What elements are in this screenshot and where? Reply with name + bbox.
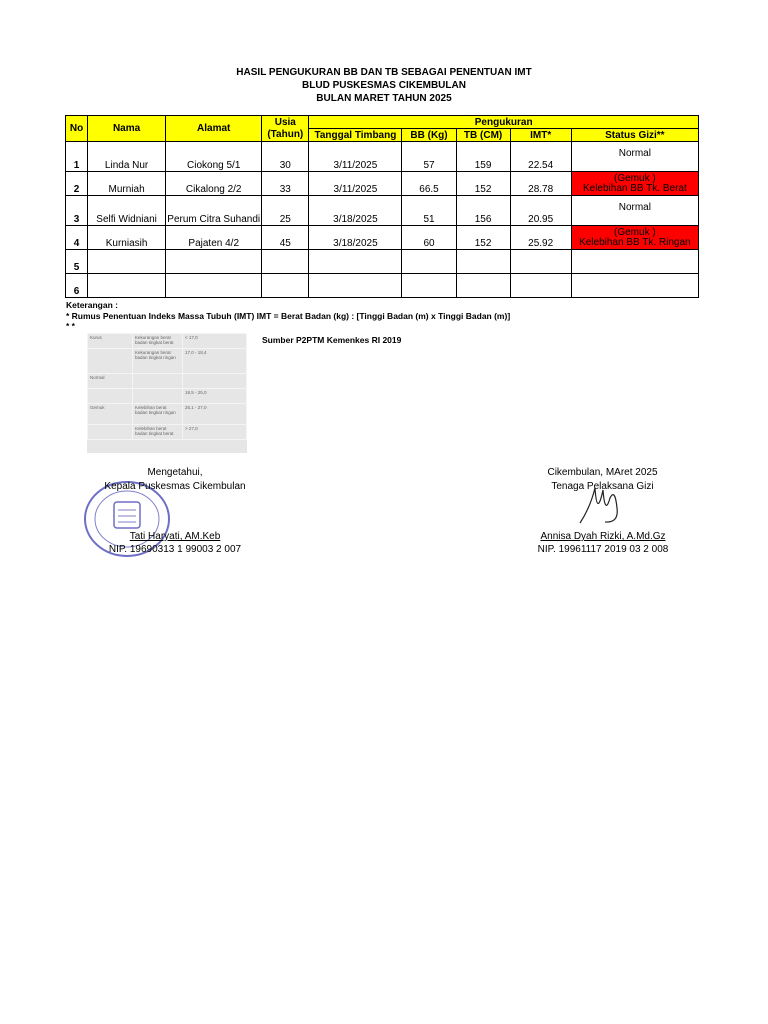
header-usia: Usia (Tahun) xyxy=(262,116,309,142)
header-nama: Nama xyxy=(88,116,166,142)
cell-nama xyxy=(88,274,166,298)
header-status: Status Gizi** xyxy=(571,129,698,142)
ref-category: Gemuk xyxy=(88,404,133,425)
table-row xyxy=(66,226,699,250)
cell-tb: 152 xyxy=(456,226,510,250)
signature-right-nip: NIP. 19961117 2019 03 2 008 xyxy=(537,544,669,555)
ref-category xyxy=(88,425,133,440)
cell-imt xyxy=(510,274,571,298)
cell-status xyxy=(571,274,698,298)
notes-label: Keterangan : xyxy=(66,300,118,310)
header-tb: TB (CM) xyxy=(456,129,510,142)
signature-right-line2: Tenaga Pelaksana Gizi xyxy=(551,481,654,492)
cell-tb: 159 xyxy=(456,142,510,172)
report-title-line1: HASIL PENGUKURAN BB DAN TB SEBAGAI PENENTUAN IMT xyxy=(236,67,532,78)
cell-usia xyxy=(262,274,309,298)
cell-no: 3 xyxy=(66,196,88,226)
cell-tanggal xyxy=(309,250,402,274)
cell-bb: 57 xyxy=(402,142,456,172)
cell-alamat xyxy=(166,250,262,274)
table-row xyxy=(66,250,699,274)
cell-status xyxy=(571,172,698,196)
ref-range: 25,1 - 27,0 xyxy=(183,404,247,425)
cell-nama xyxy=(88,250,166,274)
cell-alamat: Perum Citra Suhandi xyxy=(166,196,262,226)
cell-tanggal: 3/18/2025 xyxy=(309,226,402,250)
cell-alamat xyxy=(166,274,262,298)
ref-category xyxy=(88,389,133,404)
measurement-table xyxy=(65,115,699,298)
cell-no: 5 xyxy=(66,250,88,274)
signature-left-name: Tati Haryati, AM.Keb xyxy=(129,531,221,542)
ref-desc: Kekurangan berat badan tingkat ringan xyxy=(133,349,183,374)
ref-category: Normal xyxy=(88,374,133,389)
cell-tanggal xyxy=(309,274,402,298)
ref-category xyxy=(88,349,133,374)
ref-category: Kurus xyxy=(88,334,133,349)
cell-bb: 51 xyxy=(402,196,456,226)
cell-status xyxy=(571,226,698,250)
cell-imt xyxy=(510,250,571,274)
signature-left-line1: Mengetahui, xyxy=(147,467,203,478)
table-row xyxy=(66,142,699,172)
cell-nama: Murniah xyxy=(88,172,166,196)
ref-range: 17,0 - 18,4 xyxy=(183,349,247,374)
cell-no: 2 xyxy=(66,172,88,196)
cell-usia: 25 xyxy=(262,196,309,226)
cell-usia: 33 xyxy=(262,172,309,196)
status-detail: Kelebihan BB Tk. Ringan xyxy=(579,236,691,248)
cell-alamat: Cikalong 2/2 xyxy=(166,172,262,196)
ref-desc: Kekurangan berat badan tingkat berat xyxy=(133,334,183,349)
report-title-line2: BLUD PUSKESMAS CIKEMBULAN xyxy=(302,80,466,91)
ref-range: > 27,0 xyxy=(183,425,247,440)
cell-status xyxy=(571,196,698,226)
cell-bb: 60 xyxy=(402,226,456,250)
cell-imt: 28.78 xyxy=(510,172,571,196)
ref-range xyxy=(183,374,247,389)
status-label: Normal xyxy=(618,202,651,213)
header-imt: IMT* xyxy=(510,129,571,142)
status-label: (Gemuk ) xyxy=(614,172,656,184)
signature-right-line1: Cikembulan, MAret 2025 xyxy=(547,467,658,478)
cell-bb xyxy=(402,250,456,274)
cell-no: 6 xyxy=(66,274,88,298)
ref-desc: Kelebihan berat badan tingkat ringan xyxy=(133,404,183,425)
notes-formula: * Rumus Penentuan Indeks Massa Tubuh (IMT) IMT = Berat Badan (kg) : [Tinggi Badan (m) x Tinggi Badan (m)] xyxy=(66,311,511,321)
header-pengukuran: Pengukuran xyxy=(309,116,699,129)
cell-usia xyxy=(262,250,309,274)
report-title-line3: BULAN MARET TAHUN 2025 xyxy=(316,93,452,104)
status-label: Normal xyxy=(618,148,651,159)
cell-alamat: Ciokong 5/1 xyxy=(166,142,262,172)
signature-right-name: Annisa Dyah Rizki, A.Md.Gz xyxy=(540,531,666,542)
notes-star2: * * xyxy=(66,321,75,331)
cell-tanggal: 3/11/2025 xyxy=(309,172,402,196)
signature-left-nip: NIP. 19690313 1 99003 2 007 xyxy=(108,544,242,555)
cell-alamat: Pajaten 4/2 xyxy=(166,226,262,250)
signature-left-line2: Kepala Puskesmas Cikembulan xyxy=(104,481,246,492)
cell-nama: Kurniasih xyxy=(88,226,166,250)
header-tanggal: Tanggal Timbang xyxy=(309,129,402,142)
table-row xyxy=(66,172,699,196)
table-row xyxy=(66,196,699,226)
cell-usia: 45 xyxy=(262,226,309,250)
cell-imt: 20.95 xyxy=(510,196,571,226)
cell-no: 1 xyxy=(66,142,88,172)
cell-no: 4 xyxy=(66,226,88,250)
cell-tanggal: 3/18/2025 xyxy=(309,196,402,226)
cell-nama: Linda Nur xyxy=(88,142,166,172)
table-row xyxy=(66,274,699,298)
ref-range: < 17,0 xyxy=(183,334,247,349)
cell-nama: Selfi Widniani xyxy=(88,196,166,226)
ref-range: 18,5 - 25,0 xyxy=(183,389,247,404)
cell-imt: 25.92 xyxy=(510,226,571,250)
source-note: Sumber P2PTM Kemenkes RI 2019 xyxy=(262,335,402,345)
cell-tb: 156 xyxy=(456,196,510,226)
ref-desc xyxy=(133,374,183,389)
cell-imt: 22.54 xyxy=(510,142,571,172)
header-bb: BB (Kg) xyxy=(402,129,456,142)
cell-bb xyxy=(402,274,456,298)
cell-tb: 152 xyxy=(456,172,510,196)
ref-desc xyxy=(133,389,183,404)
cell-tanggal: 3/11/2025 xyxy=(309,142,402,172)
header-no: No xyxy=(66,116,88,142)
status-label: (Gemuk ) xyxy=(614,226,656,238)
status-detail: Kelebihan BB Tk. Berat xyxy=(582,182,687,194)
cell-usia: 30 xyxy=(262,142,309,172)
header-alamat: Alamat xyxy=(166,116,262,142)
cell-bb: 66.5 xyxy=(402,172,456,196)
cell-status xyxy=(571,250,698,274)
cell-status xyxy=(571,142,698,172)
cell-tb xyxy=(456,274,510,298)
bmi-reference-table xyxy=(87,333,247,453)
ref-desc: Kelebihan berat badan tingkat berat xyxy=(133,425,183,440)
cell-tb xyxy=(456,250,510,274)
